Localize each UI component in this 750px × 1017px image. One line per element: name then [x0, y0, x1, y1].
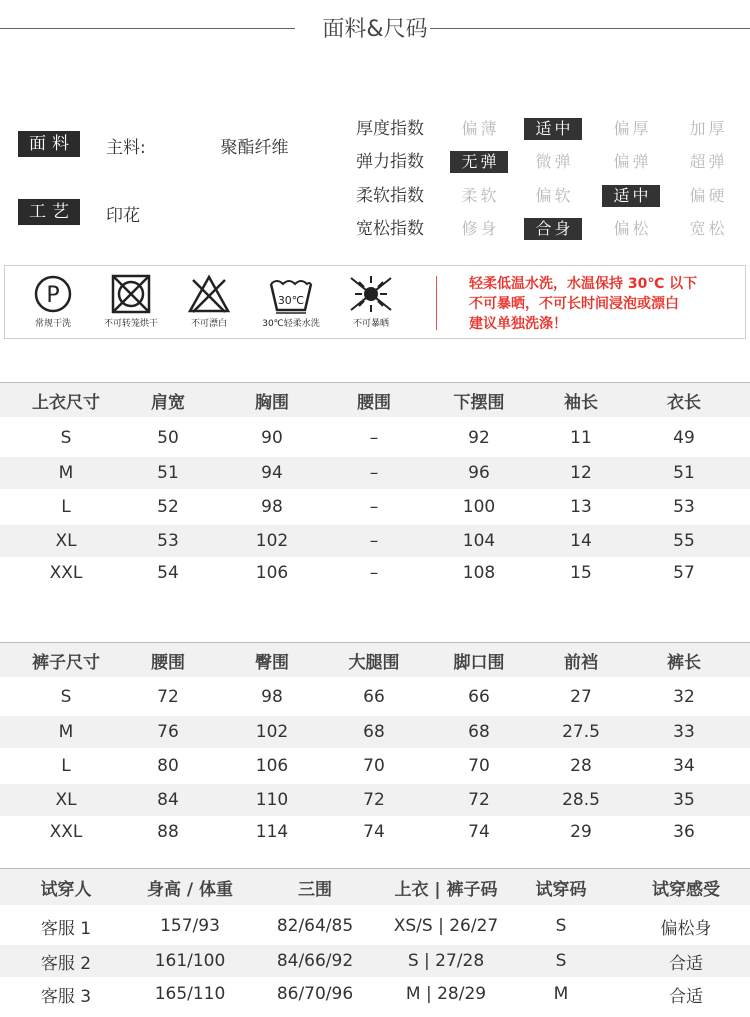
table-cell: 80: [157, 756, 179, 776]
table-cell: 68: [468, 722, 490, 742]
header-cell: 胸围: [255, 392, 289, 413]
table-cell: 13: [570, 497, 592, 517]
index-option-selected: 适中: [524, 118, 582, 140]
header-cell: 试穿感受: [652, 879, 720, 900]
table-cell: 51: [673, 463, 695, 483]
pants-size-table: [0, 642, 750, 852]
table-row: [0, 945, 750, 977]
table-cell: 110: [255, 790, 289, 810]
table-cell: XL: [55, 531, 77, 551]
table-row: [0, 557, 750, 589]
table-header: [0, 868, 750, 905]
table-cell: 106: [255, 756, 289, 776]
index-option: 偏硬: [689, 186, 728, 205]
table-cell: L: [61, 497, 71, 517]
table-cell: 70: [468, 756, 490, 776]
table-cell: 165/110: [154, 984, 226, 1004]
fabric-text-prefix: 主料:: [106, 138, 146, 158]
table-cell: 72: [363, 790, 385, 810]
fabric-text-value: 聚酯纤维: [220, 138, 289, 158]
index-option: 偏软: [535, 186, 574, 205]
table-cell: 66: [363, 687, 385, 707]
header-cell: 脚口围: [453, 652, 505, 673]
index-option: 宽松: [689, 219, 728, 238]
care-item-wash-30: [251, 274, 331, 329]
table-row: [0, 681, 750, 713]
table-cell: 86/70/96: [276, 984, 354, 1004]
table-cell: S | 27/28: [407, 951, 485, 971]
table-cell: 15: [570, 563, 592, 583]
table-cell: 84: [157, 790, 179, 810]
index-name: 柔软指数: [356, 186, 424, 206]
table-cell: 108: [462, 563, 496, 583]
index-row: [356, 184, 746, 208]
header-cell: 臀围: [255, 652, 289, 673]
table-cell: –: [369, 463, 379, 483]
table-cell: S: [60, 687, 72, 707]
care-label: 不可转笼烘干: [103, 319, 158, 329]
index-option: 偏松: [613, 219, 652, 238]
table-cell: 29: [570, 822, 592, 842]
care-label: 常规干洗: [34, 319, 71, 329]
table-cell: 27.5: [562, 722, 600, 742]
table-cell: 53: [157, 531, 179, 551]
header-cell: 衣长: [667, 392, 701, 413]
table-cell: 90: [261, 428, 283, 448]
table-row: [0, 910, 750, 942]
index-option-selected: 适中: [602, 185, 660, 207]
svg-text:P: P: [46, 283, 60, 308]
index-option-selected: 合身: [524, 218, 582, 240]
header-cell: 上衣 | 裤子码: [394, 879, 498, 900]
table-row: [0, 978, 750, 1010]
table-cell: 53: [673, 497, 695, 517]
table-cell: XXL: [49, 822, 83, 842]
table-cell: 74: [363, 822, 385, 842]
care-label: 不可暴晒: [352, 319, 389, 329]
table-cell: 35: [673, 790, 695, 810]
table-cell: 27: [570, 687, 592, 707]
table-cell: 客服 1: [40, 918, 92, 939]
care-warning: [469, 274, 741, 334]
table-cell: 66: [468, 687, 490, 707]
header-cell: 下摆围: [453, 392, 505, 413]
table-cell: XS/S | 26/27: [393, 916, 499, 936]
header-cell: 裤长: [667, 652, 701, 673]
table-cell: 36: [673, 822, 695, 842]
table-cell: 100: [462, 497, 496, 517]
table-cell: XXL: [49, 563, 83, 583]
care-label: 30℃轻柔水洗: [262, 319, 320, 329]
table-cell: S: [555, 951, 567, 971]
table-cell: 76: [157, 722, 179, 742]
table-header: [0, 642, 750, 677]
table-cell: 104: [462, 531, 496, 551]
care-box: [4, 265, 746, 339]
page-title: 面料&尺码: [322, 17, 428, 42]
table-row: [0, 716, 750, 748]
table-cell: –: [369, 428, 379, 448]
table-cell: 14: [570, 531, 592, 551]
care-item-dry-clean: [13, 274, 93, 329]
table-cell: 偏松身: [660, 918, 712, 939]
table-cell: 68: [363, 722, 385, 742]
table-cell: 72: [468, 790, 490, 810]
table-cell: 57: [673, 563, 695, 583]
index-option: 偏厚: [613, 119, 652, 138]
table-row: [0, 750, 750, 782]
index-option: 偏弹: [613, 152, 652, 171]
header-cell: 腰围: [151, 652, 185, 673]
table-cell: 51: [157, 463, 179, 483]
table-cell: 52: [157, 497, 179, 517]
table-cell: 70: [363, 756, 385, 776]
table-cell: 102: [255, 531, 289, 551]
care-label: 不可漂白: [190, 319, 227, 329]
header-cell: 前裆: [564, 652, 598, 673]
table-cell: 157/93: [160, 916, 220, 936]
header-cell: 腰围: [357, 392, 391, 413]
table-cell: M: [58, 722, 74, 742]
index-option: 柔软: [461, 186, 500, 205]
header-cell: 裤子尺寸: [32, 652, 100, 673]
table-row: [0, 491, 750, 523]
table-cell: L: [61, 756, 71, 776]
table-cell: 34: [673, 756, 695, 776]
table-cell: 28.5: [562, 790, 600, 810]
table-cell: S: [555, 916, 567, 936]
index-name: 厚度指数: [356, 119, 424, 139]
table-cell: M: [58, 463, 74, 483]
table-header: [0, 382, 750, 417]
header-cell: 三围: [298, 879, 332, 900]
table-cell: 82/64/85: [276, 916, 354, 936]
header-cell: 试穿码: [535, 879, 587, 900]
table-row: [0, 784, 750, 816]
table-cell: 88: [157, 822, 179, 842]
table-cell: 94: [261, 463, 283, 483]
table-cell: –: [369, 497, 379, 517]
care-warning-line: 建议单独洗涤！: [469, 316, 567, 332]
table-cell: 合适: [669, 953, 703, 974]
table-cell: 12: [570, 463, 592, 483]
craft-text: 印花: [106, 206, 140, 226]
index-name: 宽松指数: [356, 219, 424, 239]
no-bleach-icon: [187, 274, 231, 314]
table-cell: XL: [55, 790, 77, 810]
no-tumble-dry-icon: [109, 274, 153, 314]
index-option: 加厚: [689, 119, 728, 138]
table-cell: 74: [468, 822, 490, 842]
table-cell: –: [369, 563, 379, 583]
tryon-table: [0, 868, 750, 1017]
top-size-table: [0, 382, 750, 592]
table-cell: 客服 2: [40, 953, 92, 974]
table-row: [0, 816, 750, 848]
svg-text:30℃: 30℃: [277, 294, 305, 307]
table-cell: 32: [673, 687, 695, 707]
table-cell: 98: [261, 687, 283, 707]
table-cell: M: [553, 984, 569, 1004]
header-cell: 袖长: [564, 392, 598, 413]
table-cell: 72: [157, 687, 179, 707]
header-cell: 上衣尺寸: [32, 392, 100, 413]
index-option: 微弹: [535, 152, 574, 171]
table-cell: 54: [157, 563, 179, 583]
table-cell: 50: [157, 428, 179, 448]
table-cell: 合适: [669, 986, 703, 1007]
table-cell: 92: [468, 428, 490, 448]
table-cell: 55: [673, 531, 695, 551]
table-cell: 11: [570, 428, 592, 448]
fabric-label: 面料: [18, 131, 80, 157]
care-item-no-sun: [331, 274, 411, 329]
header-cell: 身高 / 体重: [146, 879, 234, 900]
index-row: [356, 117, 746, 141]
care-item-no-bleach: [169, 274, 249, 329]
table-cell: 106: [255, 563, 289, 583]
table-cell: 28: [570, 756, 592, 776]
care-item-no-tumble: [91, 274, 171, 329]
care-warning-line: 轻柔低温水洗，水温保持 30℃ 以下: [469, 276, 698, 292]
table-cell: S: [60, 428, 72, 448]
no-sun-icon: [347, 274, 395, 314]
table-cell: 114: [255, 822, 289, 842]
index-option: 超弹: [689, 152, 728, 171]
craft-label: 工艺: [18, 199, 80, 225]
table-cell: 33: [673, 722, 695, 742]
table-cell: M | 28/29: [405, 984, 487, 1004]
index-row: [356, 217, 746, 241]
table-cell: 49: [673, 428, 695, 448]
care-warning-line: 不可暴晒，不可长时间浸泡或漂白: [469, 296, 679, 312]
header-cell: 肩宽: [151, 392, 185, 413]
index-option-selected: 无弹: [450, 151, 508, 173]
care-separator: [436, 276, 437, 330]
header-cell: 大腿围: [348, 652, 400, 673]
index-name: 弹力指数: [356, 152, 424, 172]
table-cell: –: [369, 531, 379, 551]
index-option: 修身: [461, 219, 500, 238]
fabric-text: [106, 133, 289, 158]
table-row: [0, 457, 750, 489]
index-option: 偏薄: [461, 119, 500, 138]
table-cell: 客服 3: [40, 986, 92, 1007]
header-cell: 试穿人: [40, 879, 92, 900]
wash-30-icon: [267, 274, 315, 314]
table-cell: 98: [261, 497, 283, 517]
table-row: [0, 422, 750, 454]
table-cell: 96: [468, 463, 490, 483]
table-cell: 102: [255, 722, 289, 742]
table-cell: 84/66/92: [276, 951, 354, 971]
index-row: [356, 150, 746, 174]
table-row: [0, 525, 750, 557]
table-cell: 161/100: [154, 951, 226, 971]
dry-clean-p-icon: [31, 274, 75, 314]
